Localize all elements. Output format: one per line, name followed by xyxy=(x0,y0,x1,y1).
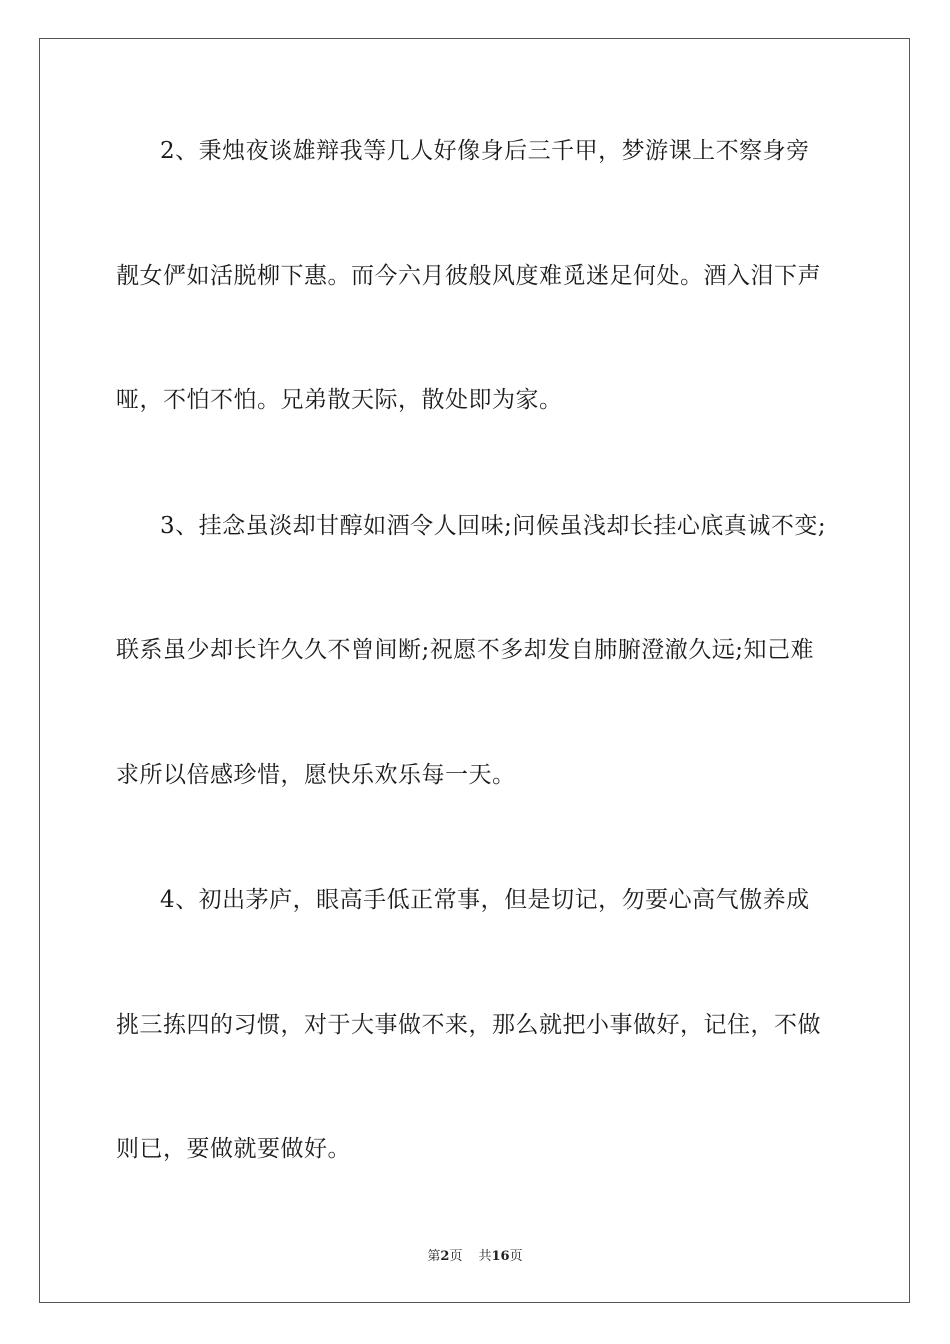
page-footer xyxy=(0,1248,950,1266)
total-pages-label xyxy=(478,1249,522,1264)
page-border xyxy=(39,38,910,1303)
paragraph-line: 4、初出茅庐，眼高手低正常事，但是切记，勿要心高气傲养成 xyxy=(160,887,810,913)
paragraph-line: 挑三拣四的习惯，对于大事做不来，那么就把小事做好，记住，不做 xyxy=(116,1012,821,1038)
paragraph-line: 靓女俨如活脱柳下惠。而今六月彼般风度难觅迷足何处。酒入泪下声 xyxy=(116,263,821,289)
paragraph-line: 求所以倍感珍惜，愿快乐欢乐每一天。 xyxy=(116,762,516,788)
page-number: 2 xyxy=(440,1249,450,1264)
paragraph-line: 则已，要做就要做好。 xyxy=(116,1136,351,1162)
total-prefix: 共 xyxy=(478,1249,492,1264)
total-pages: 16 xyxy=(491,1249,510,1264)
page-label xyxy=(427,1249,462,1264)
total-suffix: 页 xyxy=(509,1249,523,1264)
paragraph-line: 哑，不怕不怕。兄弟散天际，散处即为家。 xyxy=(116,387,563,413)
paragraph-line: 联系虽少却长许久久不曾间断;祝愿不多却发自肺腑澄澈久远;知己难 xyxy=(116,637,814,663)
page-prefix: 第 xyxy=(427,1249,441,1264)
paragraph-line: 2、秉烛夜谈雄辩我等几人好像身后三千甲，梦游课上不察身旁 xyxy=(160,138,810,164)
paragraph-line: 3、挂念虽淡却甘醇如酒令人回味;问候虽浅却长挂心底真诚不变; xyxy=(160,513,827,539)
page-suffix: 页 xyxy=(449,1249,463,1264)
